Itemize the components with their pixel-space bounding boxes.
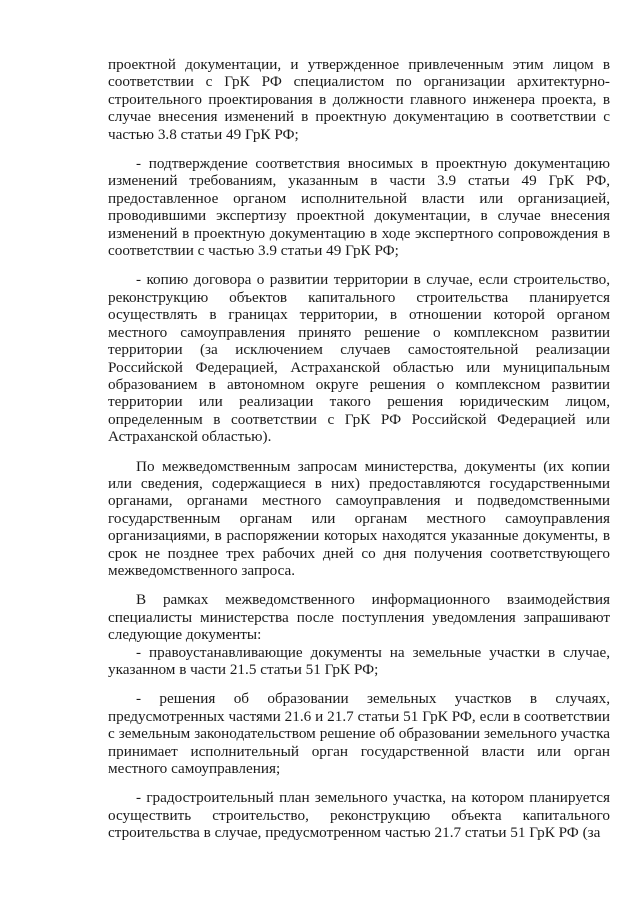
paragraph-title-documents: - правоустанавливающие документы на земельные участки в случае, указанном в части 21.5 статьи 51 ГрК РФ; — [108, 643, 610, 678]
paragraph-continuation: проектной документации, и утвержденное привлеченным этим лицом в соответствии с ГрК РФ специалистом по организации архитектурно-строительного проектирования в должности главного инженера проекта, в случае внесения изменений в проектную документацию в соответствии с частью 3.8 статьи 49 ГрК РФ; — [108, 56, 610, 143]
paragraph-urban-plan: - градостроительный план земельного участка, на котором планируется осуществить строительство, реконструкцию объекта капитального строительства в случае, предусмотренном частью 21.7 статьи 51 ГрК РФ (за — [108, 789, 610, 842]
paragraph-territory-contract: - копию договора о развитии территории в случае, если строительство, реконструкцию объектов капитального строительства планируется осуществлять в границах территории, в отношении которой органом местного самоуправления принято решение о комплексном развитии территории (за исключением случаев самостоятельной реализации Российской Федерацией, Астраханской областью или муниципальным образованием в автономном округе решения о комплексном развитии территории или реализации такого решения юридическим лицом, определенным в соответствии с ГрК РФ Российской Федерацией или Астраханской областью). — [108, 271, 610, 446]
paragraph-interagency-requests: По межведомственным запросам министерства, документы (их копии или сведения, содержащиеся в них) предоставляются государственными органами, органами местного самоуправления и подведомственными государственным органам или органам местного самоуправления организациями, в распоряжении которых находятся указанные документы, в срок не позднее трех рабочих дней со дня получения соответствующего межведомственного запроса. — [108, 457, 610, 579]
paragraph-land-plot-decisions: - решения об образовании земельных участков в случаях, предусмотренных частями 21.6 и 21.7 статьи 51 ГрК РФ, если в соответствии с земельным законодательством решение об образовании земельного участка принимает исполнительный орган государственной власти или орган местного самоуправления; — [108, 690, 610, 778]
paragraph-expertise-confirmation: - подтверждение соответствия вносимых в проектную документацию изменений требованиям, указанным в части 3.9 статьи 49 ГрК РФ, предоставленное органом исполнительной власти или организацией, проводившими экспертизу проектной документации, в случае внесения изменений в проектную документацию в ходе экспертного сопровождения в соответствии с частью 3.9 статьи 49 ГрК РФ; — [108, 155, 610, 260]
paragraph-interaction-intro: В рамках межведомственного информационного взаимодействия специалисты министерства после поступления уведомления запрашивают следующие документы: — [108, 591, 610, 644]
document-page — [108, 56, 610, 896]
